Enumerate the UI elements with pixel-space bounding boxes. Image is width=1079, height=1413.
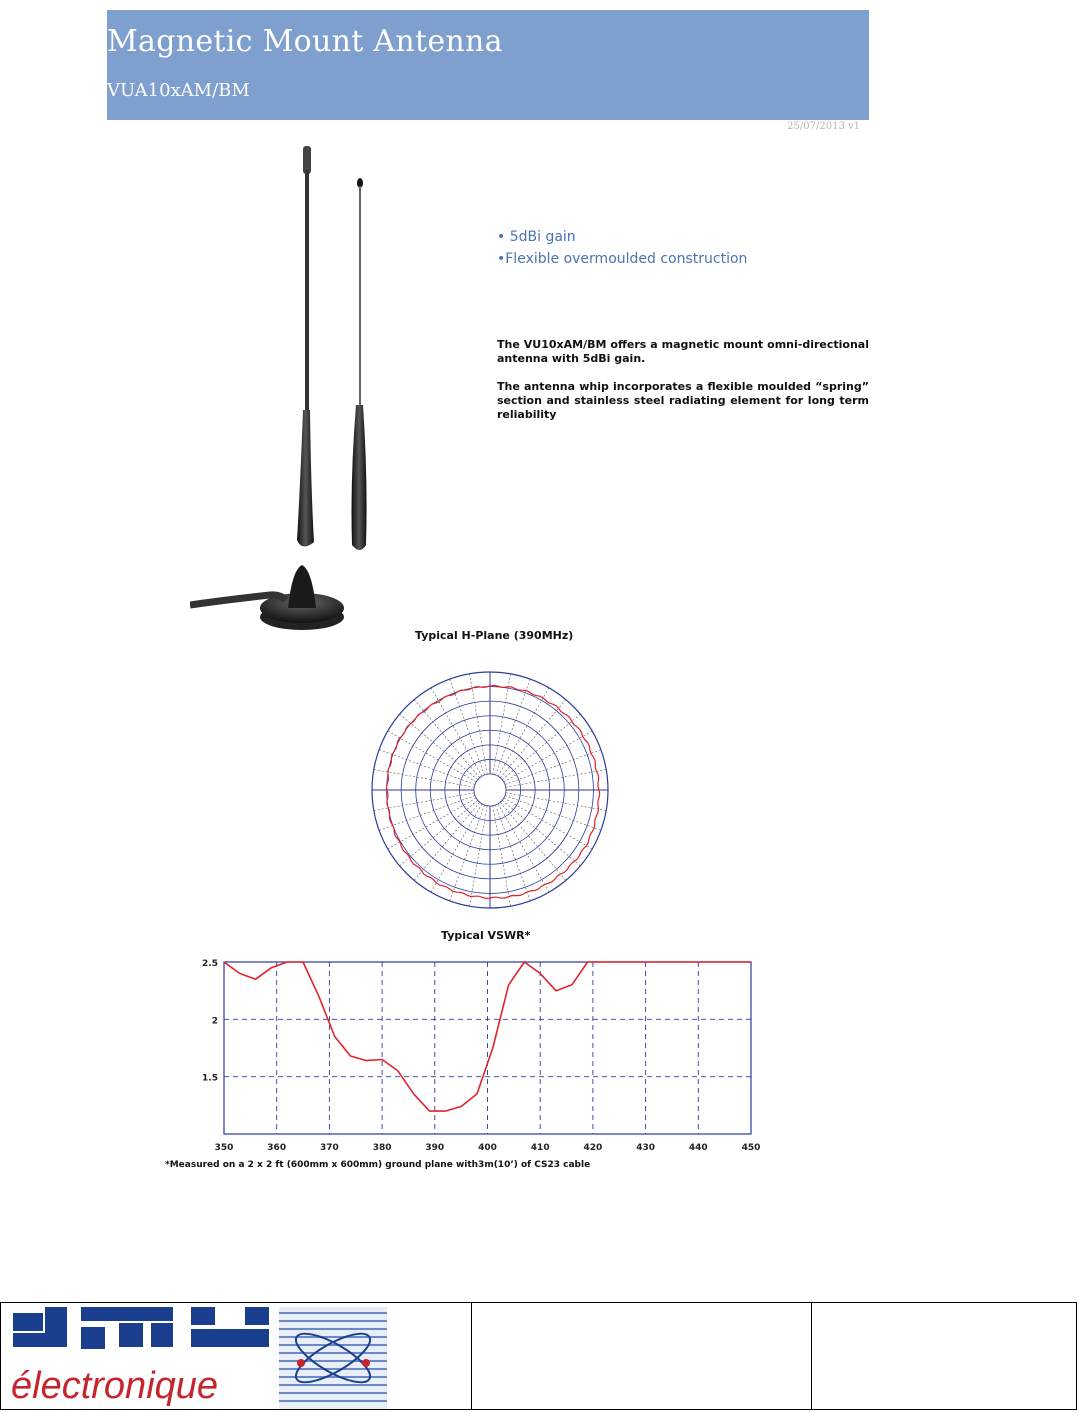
polar-spoke (493, 674, 511, 774)
vswr-x-tick-label: 390 (425, 1143, 445, 1152)
vswr-x-tick-label: 380 (372, 1143, 392, 1152)
feature-item: •Flexible overmoulded construction (497, 251, 748, 267)
vswr-x-tick-label: 450 (741, 1143, 761, 1152)
footer-cell-middle (472, 1303, 812, 1409)
logo-wordmark: électronique (11, 1365, 219, 1407)
vswr-y-tick-label: 1.5 (202, 1073, 218, 1084)
feature-item: • 5dBi gain (497, 229, 576, 245)
vswr-x-tick-label: 370 (320, 1143, 339, 1152)
polar-spoke (470, 674, 488, 774)
polar-spoke (400, 800, 478, 866)
vswr-x-tick-label: 420 (583, 1143, 603, 1152)
page-title: Magnetic Mount Antenna (107, 24, 503, 59)
h-plane-polar-plot (368, 668, 612, 912)
polar-spoke (500, 700, 566, 778)
description-paragraph: The VU10xAM/BM offers a magnetic mount omni-directional antenna with 5dBi gain. (497, 338, 869, 365)
vswr-x-tick-label: 350 (214, 1143, 234, 1152)
polar-spoke (493, 806, 511, 906)
logo-cell (1, 1303, 472, 1409)
vswr-x-tick-label: 400 (478, 1143, 497, 1152)
polar-spoke (502, 800, 580, 866)
description-paragraph: The antenna whip incorporates a flexible moulded “spring” section and stainless steel radiating element for long term reliability (497, 380, 869, 421)
model-number: VUA10xAM/BM (107, 80, 250, 101)
footer-table (0, 1302, 1077, 1410)
polar-grid-ring (474, 774, 506, 806)
polar-spoke (502, 714, 580, 780)
vswr-x-tick-label: 360 (267, 1143, 287, 1152)
vswr-x-tick-label: 410 (530, 1143, 550, 1152)
vswr-y-tick-label: 2.5 (202, 959, 218, 969)
polar-spoke (506, 770, 606, 788)
vswr-y-tick-label: 2 (211, 1016, 218, 1027)
vswr-x-tick-label: 430 (636, 1143, 655, 1152)
title-banner (107, 10, 869, 120)
measurement-footnote: *Measured on a 2 x 2 ft (600mm x 600mm) ground plane with3m(10’) of CS23 cable (165, 1160, 591, 1170)
feature-list (497, 226, 747, 270)
polar-spoke (414, 802, 480, 880)
polar-pattern-trace (387, 685, 600, 898)
polar-spoke (506, 793, 606, 811)
vswr-x-tick-label: 440 (688, 1143, 708, 1152)
vswr-chart (180, 952, 780, 1152)
antenna-product-image (190, 140, 410, 635)
polar-plot-caption: Typical H-Plane (390MHz) (415, 629, 574, 642)
polar-spoke (500, 802, 566, 880)
revision-date: 25/07/2013 v1 (787, 121, 860, 132)
footer-cell-right (812, 1303, 1076, 1409)
polar-spoke (470, 806, 488, 906)
vswr-caption: Typical VSWR* (441, 929, 531, 942)
product-description (497, 338, 869, 436)
